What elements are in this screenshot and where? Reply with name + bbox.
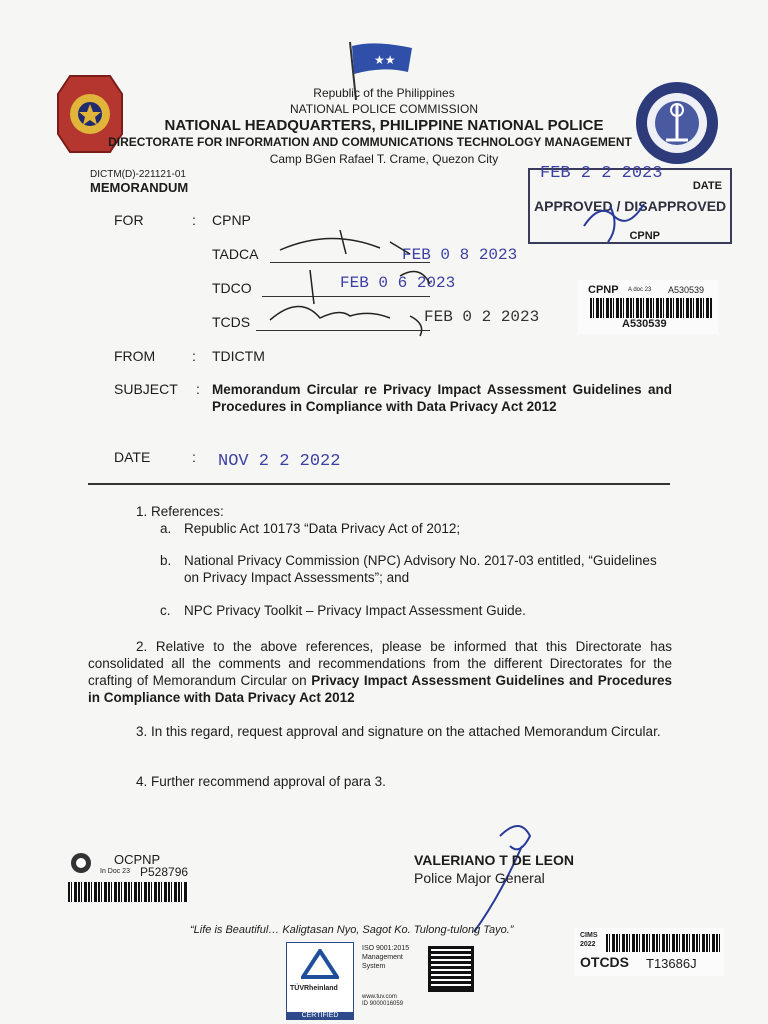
tuv-brand: TÜVRheinland	[290, 985, 338, 992]
date-label: DATE	[114, 449, 151, 465]
cpnp-barcode	[590, 298, 712, 318]
route-tcds-label: TCDS	[212, 314, 251, 330]
cpnp-tag-code-big: A530539	[622, 318, 667, 330]
tuv-contact	[362, 994, 403, 1008]
paragraph-2-text: Relative to the above references, please be informed that this Directorate has consolidated all the comments and recommendations from the different Directorates for the crafting of Memorandum Circular on	[88, 639, 672, 688]
routing-signatures	[250, 224, 450, 344]
approval-stamp-text: APPROVED / DISAPPROVED	[534, 198, 727, 214]
date-colon: :	[192, 449, 196, 465]
ocpnp-seal-icon	[70, 852, 92, 874]
tuv-cert-badge	[286, 942, 354, 1020]
from-label: FROM	[114, 348, 156, 364]
reference-c-letter: c.	[160, 603, 171, 618]
signatory-rank: Police Major General	[414, 870, 545, 886]
paragraph-3	[88, 723, 672, 740]
cpnp-tag-code: A530539	[668, 285, 705, 295]
route-tdco-label: TDCO	[212, 280, 252, 296]
ocpnp-barcode	[68, 882, 188, 902]
iso-mgmt: Management	[362, 954, 403, 961]
iso-info	[362, 944, 409, 971]
for-colon: :	[192, 212, 196, 228]
tuv-url: www.tuv.com	[362, 994, 397, 1000]
otcds-barcode	[606, 934, 720, 952]
qr-code-icon	[428, 946, 474, 992]
otcds-label: OTCDS	[580, 954, 629, 970]
otcds-code: T13686J	[646, 956, 697, 971]
svg-text:★★: ★★	[374, 53, 396, 67]
reference-a-letter: a.	[160, 521, 172, 536]
paragraph-2-bold: Privacy Impact Assessment Guidelines and Procedures in Compliance with Data Privacy Act 2012	[88, 673, 672, 705]
cpnp-tag	[578, 280, 718, 334]
references-heading: 1. References:	[136, 504, 224, 519]
for-value: CPNP	[212, 212, 251, 228]
iso-standard: ISO 9001:2015	[362, 945, 410, 952]
paragraph-2-number: 2.	[136, 639, 148, 654]
paragraph-2	[88, 638, 672, 706]
motto: “Life is Beautiful… Kaligtasan Nyo, Sagot Ko. Tulong-tulong Tayo.”	[190, 924, 514, 936]
header-republic: Republic of the Philippines	[313, 86, 455, 100]
tuv-id: ID 9000016059	[362, 1001, 404, 1007]
subject-colon: :	[196, 381, 200, 397]
paragraph-3-number: 3.	[136, 724, 148, 739]
cpnp-tag-label: CPNP	[588, 284, 619, 296]
cpnp-tag-small: A doc 23	[628, 287, 652, 293]
header-divider	[88, 483, 670, 485]
header-address: Camp BGen Rafael T. Crame, Quezon City	[269, 152, 499, 166]
paragraph-4-text: Further recommend approval of para 3.	[151, 774, 386, 789]
reference-b-letter: b.	[160, 553, 172, 568]
from-colon: :	[192, 348, 196, 364]
tuv-certified: CERTIFIED	[287, 1012, 353, 1019]
for-label: FOR	[114, 212, 144, 228]
paragraph-3-text: In this regard, request approval and signature on the attached Memorandum Circular.	[151, 724, 661, 739]
memorandum-title: MEMORANDUM	[90, 180, 189, 195]
route-tcds-stamp: FEB 0 2 2023	[424, 308, 540, 326]
ocpnp-tag	[66, 850, 194, 908]
control-number: DICTM(D)-221121-01	[90, 169, 186, 180]
subject-label: SUBJECT	[114, 381, 178, 397]
header-directorate: DIRECTORATE FOR INFORMATION AND COMMUNICATIONS TECHNOLOGY MANAGEMENT	[108, 135, 632, 149]
signatory-name: VALERIANO T DE LEON	[414, 852, 574, 868]
paragraph-4-number: 4.	[136, 774, 148, 789]
route-tdco-stamp: FEB 0 6 2023	[340, 274, 456, 292]
approval-stamp-office: CPNP	[629, 230, 660, 242]
header-nhq: NATIONAL HEADQUARTERS, PHILIPPINE NATIONAL POLICE	[164, 117, 604, 134]
ocpnp-label: OCPNP	[114, 852, 161, 867]
otcds-tag	[574, 928, 724, 976]
route-tadca-label: TADCA	[212, 246, 259, 262]
approval-signature	[580, 196, 650, 246]
reference-c-text: NPC Privacy Toolkit – Privacy Impact Assessment Guide.	[184, 603, 526, 618]
reference-a-text: Republic Act 10173 “Data Privacy Act of 2012;	[184, 521, 461, 536]
ocpnp-small: In Doc 23	[100, 868, 130, 875]
paragraph-4	[136, 773, 386, 790]
tuv-triangle-icon	[301, 949, 339, 979]
otcds-small2: 2022	[580, 941, 596, 948]
date-value: NOV 2 2 2022	[218, 452, 341, 471]
approval-stamp-date: FEB 2 2 2023	[540, 164, 663, 183]
approval-stamp-date-label: DATE	[692, 180, 722, 192]
from-value: TDICTM	[212, 348, 265, 364]
reference-b-text: National Privacy Commission (NPC) Advisory No. 2017-03 entitled, “Guidelines on Privacy Impact Assessments”; and	[184, 553, 657, 585]
route-tadca-stamp: FEB 0 8 2023	[402, 246, 518, 264]
ocpnp-code: P528796	[140, 865, 189, 879]
subject-value: Memorandum Circular re Privacy Impact Assessment Guidelines and Procedures in Compliance with Data Privacy Act 2012	[212, 382, 672, 414]
header-napolcom: NATIONAL POLICE COMMISSION	[289, 102, 479, 116]
otcds-small1: CIMS	[580, 932, 598, 939]
iso-system: System	[362, 963, 386, 970]
